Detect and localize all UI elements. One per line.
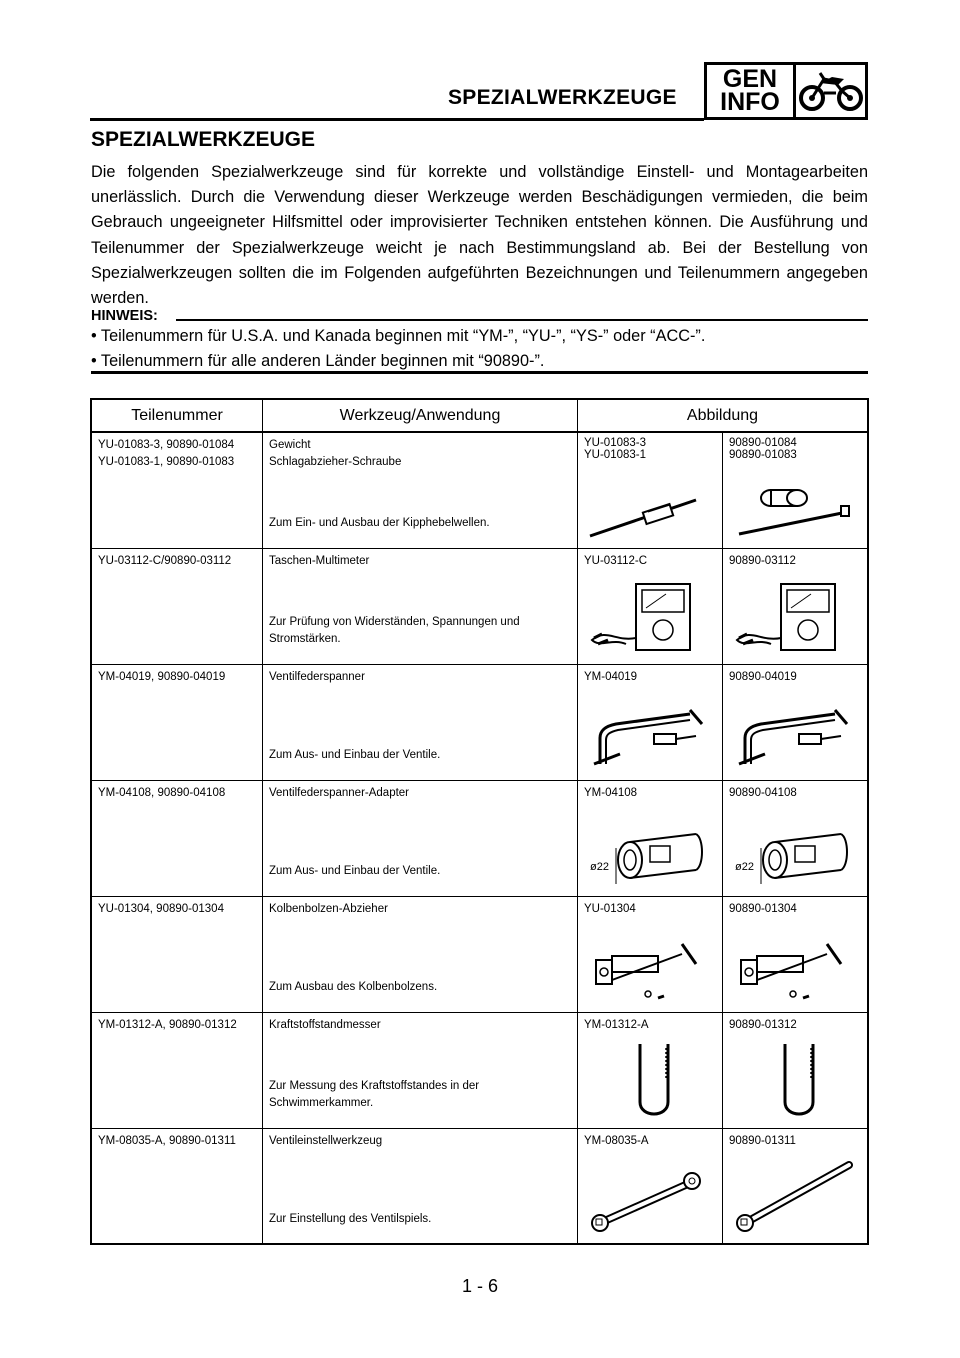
illustration-label: 90890-01304 (729, 902, 797, 915)
table-header-row (91, 399, 868, 432)
table-row (91, 432, 868, 548)
illustration-label: YU-01304 (584, 902, 636, 915)
note-item: • Teilenummern für alle anderen Länder beginnen mit “90890-”. (91, 351, 545, 370)
valve-spring-compressor-image (586, 704, 710, 774)
intro-paragraph: Die folgenden Spezialwerkzeuge sind für korrekte und vollständige Einstell- und Montagearbeiten unerlässlich. Durch die Verwendung dieser Werkzeuge werden Beschädigungen vermieden, die beim Gebrauch ungeeigneter Hilfsmittel oder improvisierter Techniken entstehen können. Die Ausführung und Teilenummer der Spezialwerkzeuge weicht je nach Bestimmungsland ab. Bei der Bestellung von Spezialwerkzeugen sollten die im Folgenden aufgeführten Bezeichnungen und Teilenummern angegeben werden. (91, 163, 868, 308)
tool-cell (263, 780, 578, 896)
header-part-number: Teilenummer (91, 399, 263, 432)
illustration-cell (723, 1128, 869, 1244)
illustration-cell (723, 432, 869, 548)
illustration-cell (723, 1012, 869, 1128)
part-number: YU-01083-3, 90890-01084 (98, 439, 235, 451)
table-row (91, 548, 868, 664)
tool-usage: Zum Ein- und Ausbau der Kipphebelwellen. (269, 517, 490, 529)
illustration-label: YU-03112-C (584, 554, 648, 567)
illustration-cell (578, 1128, 723, 1244)
slide-hammer-image (586, 492, 706, 542)
diameter-label: ø22 (590, 860, 609, 873)
part-number-cell (91, 896, 263, 1012)
tool-cell (263, 548, 578, 664)
illustration-label: 90890-04108 (729, 786, 797, 799)
diameter-label: ø22 (735, 860, 754, 873)
valve-adjusting-tool-image (586, 1167, 710, 1237)
part-number: YU-01083-1, 90890-01083 (98, 456, 235, 468)
illustration-label: YM-01312-A (584, 1018, 649, 1031)
badge-line-2: INFO (720, 88, 780, 116)
tool-name: Schlagabzieher-Schraube (269, 456, 402, 468)
note-item: • Teilenummern für U.S.A. und Kanada beginnen mit “YM-”, “YU-”, “YS-” oder “ACC-”. (91, 327, 706, 345)
illustration-label: YU-01083-3 (584, 437, 647, 449)
tool-cell (263, 1012, 578, 1128)
part-number: YM-04019, 90890-04019 (98, 670, 226, 683)
part-number: YM-01312-A, 90890-01312 (98, 1018, 237, 1031)
tool-usage: Zum Aus- und Einbau der Ventile. (269, 748, 441, 761)
note-list (91, 324, 705, 373)
part-number-cell (91, 1128, 263, 1244)
illustration-label: 90890-04019 (729, 670, 797, 683)
tool-name: Kraftstoffstandmesser (269, 1018, 381, 1031)
part-number-cell (91, 1012, 263, 1128)
part-number-cell (91, 780, 263, 896)
badge-line-1: GEN (722, 65, 778, 93)
tool-cell (263, 896, 578, 1012)
fuel-level-gauge-image (586, 1038, 710, 1122)
note-label: HINWEIS: (91, 308, 158, 324)
valve-adjusting-tool-image (731, 1157, 855, 1237)
tool-usage: Zum Aus- und Einbau der Ventile. (269, 864, 441, 877)
tool-name: Ventilfederspanner-Adapter (269, 786, 410, 799)
illustration-cell (723, 664, 869, 780)
illustration-cell (723, 780, 869, 896)
badge-text (707, 65, 796, 117)
illustration-label: YM-04019 (584, 670, 638, 683)
tool-usage: Zum Ausbau des Kolbenbolzens. (269, 980, 438, 993)
illustration-label: YM-04108 (584, 786, 638, 799)
illustration-label: YM-08035-A (584, 1134, 649, 1147)
slide-hammer-image (731, 482, 855, 542)
header-illustration: Abbildung (578, 399, 869, 432)
page-number: 1 - 6 (461, 1276, 499, 1296)
illustration-cell (578, 780, 723, 896)
illustration-cell (723, 548, 869, 664)
multimeter-image (731, 578, 841, 658)
page-title: SPEZIALWERKZEUGE (91, 128, 316, 151)
table-row (91, 664, 868, 780)
tool-name: Gewicht (269, 439, 311, 451)
tool-usage: Zur Messung des Kraftstoffstandes in der Schwimmerkammer. (269, 1079, 480, 1109)
tool-name: Taschen-Multimeter (269, 554, 370, 567)
header-section-title: SPEZIALWERKZEUGE (448, 86, 677, 109)
tool-cell (263, 1128, 578, 1244)
tool-cell (263, 664, 578, 780)
header-rule (90, 118, 704, 121)
tool-usage: Zur Prüfung von Widerständen, Spannungen und Stromstärken. (269, 615, 520, 645)
part-number: YU-01304, 90890-01304 (98, 902, 224, 915)
table-row (91, 896, 868, 1012)
illustration-cell (578, 432, 723, 548)
part-number-cell (91, 664, 263, 780)
fuel-level-gauge-image (731, 1038, 855, 1122)
illustration-label: 90890-03112 (729, 554, 796, 567)
illustration-label: YU-01083-1 (584, 449, 647, 461)
adapter-image (731, 826, 855, 890)
piston-pin-puller-image (731, 936, 855, 1006)
tool-cell (263, 432, 578, 548)
tool-name: Ventilfederspanner (269, 670, 365, 683)
part-number: YU-03112-C/90890-03112 (98, 554, 232, 567)
table-row (91, 1012, 868, 1128)
table-row (91, 1128, 868, 1244)
part-number-cell (91, 432, 263, 548)
illustration-cell (578, 896, 723, 1012)
piston-pin-puller-image (586, 936, 710, 1006)
part-number: YM-04108, 90890-04108 (98, 786, 226, 799)
illustration-cell (578, 664, 723, 780)
part-number: YM-08035-A, 90890-01311 (98, 1134, 236, 1147)
illustration-cell (723, 896, 869, 1012)
section-badge (704, 62, 868, 120)
table-row (91, 780, 868, 896)
tool-name: Ventileinstellwerkzeug (269, 1134, 383, 1147)
illustration-label: 90890-01084 (729, 437, 797, 449)
illustration-label: 90890-01083 (729, 449, 797, 461)
valve-spring-compressor-image (731, 704, 855, 774)
note-rule-top (176, 319, 868, 321)
illustration-label: 90890-01312 (729, 1018, 797, 1031)
part-number-cell (91, 548, 263, 664)
illustration-cell (578, 548, 723, 664)
note-rule-bottom (91, 371, 868, 374)
tool-name: Kolbenbolzen-Abzieher (269, 902, 388, 915)
adapter-image (586, 826, 710, 890)
motorcycle-icon (796, 65, 865, 117)
tool-usage: Zur Einstellung des Ventilspiels. (269, 1212, 432, 1225)
multimeter-image (586, 578, 696, 658)
illustration-cell (578, 1012, 723, 1128)
header-tool-usage: Werkzeug/Anwendung (263, 399, 578, 432)
special-tools-table (90, 398, 869, 1245)
illustration-label: 90890-01311 (729, 1134, 796, 1147)
